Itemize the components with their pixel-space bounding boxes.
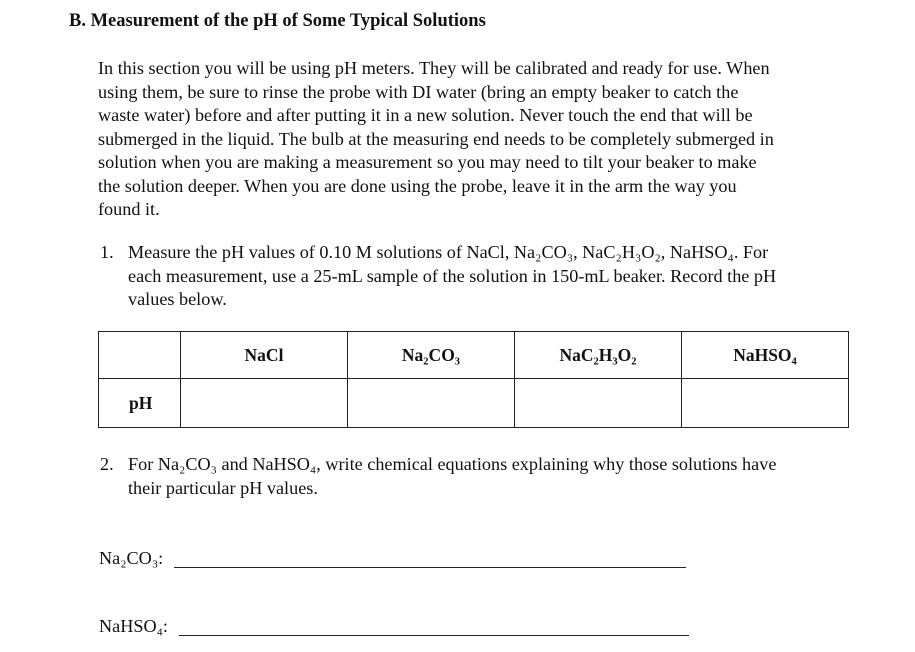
question-line: each measurement, use a 25-mL sample of the solution in 150-mL beaker. Record the pH [128,265,777,286]
question-text [128,241,858,312]
header-nacl: NaCl [181,332,348,379]
row-label-ph: pH [99,379,181,428]
question-line: Measure the pH values of 0.10 M solutions of NaCl, Na₂CO₃, NaC₂H₃O₂, NaHSO₄. For [128,242,769,262]
question-number: 1. [100,242,114,262]
na2co3-answer-line[interactable] [174,567,686,568]
intro-line: submerged in the liquid. The bulb at the measuring end needs to be completely submerged in [98,128,774,149]
header-nac2h3o2: NaC₂H₃O₂ [515,332,682,379]
intro-paragraph [98,57,858,222]
na2co3-answer-label: Na₂CO₃: [99,548,164,568]
ph-cell-nac2h3o2[interactable] [515,379,682,428]
table-row [99,379,849,428]
header-nahso4: NaHSO₄ [682,332,849,379]
intro-line: using them, be sure to rinse the probe with DI water (bring an empty beaker to catch the [98,81,739,102]
header-na2co3: Na₂CO₃ [348,332,515,379]
question-number: 2. [100,454,114,474]
table-header-row [99,332,849,379]
question-line: their particular pH values. [128,477,318,498]
ph-cell-na2co3[interactable] [348,379,515,428]
question-line: For Na₂CO₃ and NaHSO₄, write chemical equations explaining why those solutions have [128,454,777,474]
ph-results-table [98,331,849,428]
section-heading: B. Measurement of the pH of Some Typical Solutions [69,11,486,31]
nahso4-answer-line[interactable] [179,635,689,636]
ph-cell-nahso4[interactable] [682,379,849,428]
ph-cell-nacl[interactable] [181,379,348,428]
intro-line: waste water) before and after putting it in a new solution. Never touch the end that will be [98,105,753,125]
question-text [128,453,858,500]
nahso4-answer-label: NaHSO₄: [99,616,168,636]
intro-line: solution when you are making a measurement so you may need to tilt your beaker to make [98,152,757,172]
question-line: values below. [128,289,227,309]
table-corner-cell [99,332,181,379]
intro-line: In this section you will be using pH meters. They will be calibrated and ready for use. When [98,58,770,78]
intro-line: found it. [98,199,160,219]
intro-line: the solution deeper. When you are done using the probe, leave it in the arm the way you [98,175,737,196]
